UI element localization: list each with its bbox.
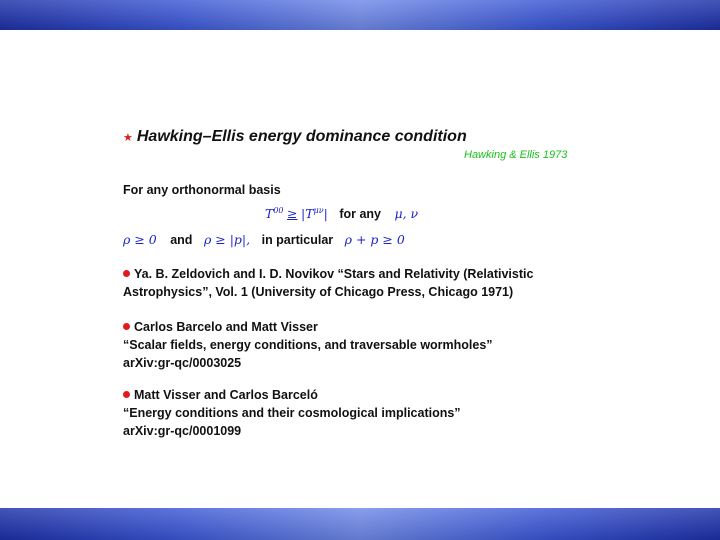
reference-arxiv: arXiv:gr-qc/0001099: [123, 424, 242, 438]
reference-item: [123, 386, 461, 440]
reference-authors: Carlos Barcelo and Matt Visser: [134, 320, 318, 334]
slide-title: [123, 128, 467, 146]
indices: μ, ν: [394, 206, 419, 222]
bottom-banner: [0, 508, 720, 540]
geq-symbol: ≥: [287, 206, 298, 222]
basis-line: For any orthonormal basis: [123, 183, 281, 197]
rho-nonneg: ρ ≥ 0: [123, 232, 157, 247]
reference-line: Astrophysics”, Vol. 1 (University of Chicago Press, Chicago 1971): [123, 285, 514, 299]
reference-title: “Scalar fields, energy conditions, and traversable wormholes”: [123, 338, 493, 352]
tmunu-term: $|T^{\mu\nu}|$: [300, 206, 328, 222]
in-particular-text: in particular: [261, 233, 334, 247]
bullet-icon: [123, 391, 130, 398]
star-icon: ★: [123, 132, 133, 144]
density-conditions: [123, 232, 405, 247]
top-banner: [0, 0, 720, 30]
reference-item: [123, 318, 493, 372]
rho-plus-p: ρ + p ≥ 0: [344, 232, 405, 247]
for-any-text: for any: [339, 207, 381, 222]
reference-arxiv: arXiv:gr-qc/0003025: [123, 356, 242, 370]
slide-title-text: Hawking–Ellis energy dominance condition: [136, 128, 467, 145]
reference-item: [123, 265, 586, 301]
title-reference: Hawking & Ellis 1973: [464, 149, 568, 161]
dominance-inequality: [265, 206, 418, 221]
and-text: and: [170, 233, 193, 247]
reference-title: “Energy conditions and their cosmological implications”: [123, 406, 461, 420]
reference-authors: Matt Visser and Carlos Barceló: [134, 388, 318, 402]
bullet-icon: [123, 270, 130, 277]
reference-line: Ya. B. Zeldovich and I. D. Novikov “Stars and Relativity (Relativistic: [134, 267, 534, 281]
rho-ge-p: ρ ≥ |p|,: [203, 232, 251, 247]
bullet-icon: [123, 323, 130, 330]
t00-term: $T^{00}$: [265, 206, 284, 222]
